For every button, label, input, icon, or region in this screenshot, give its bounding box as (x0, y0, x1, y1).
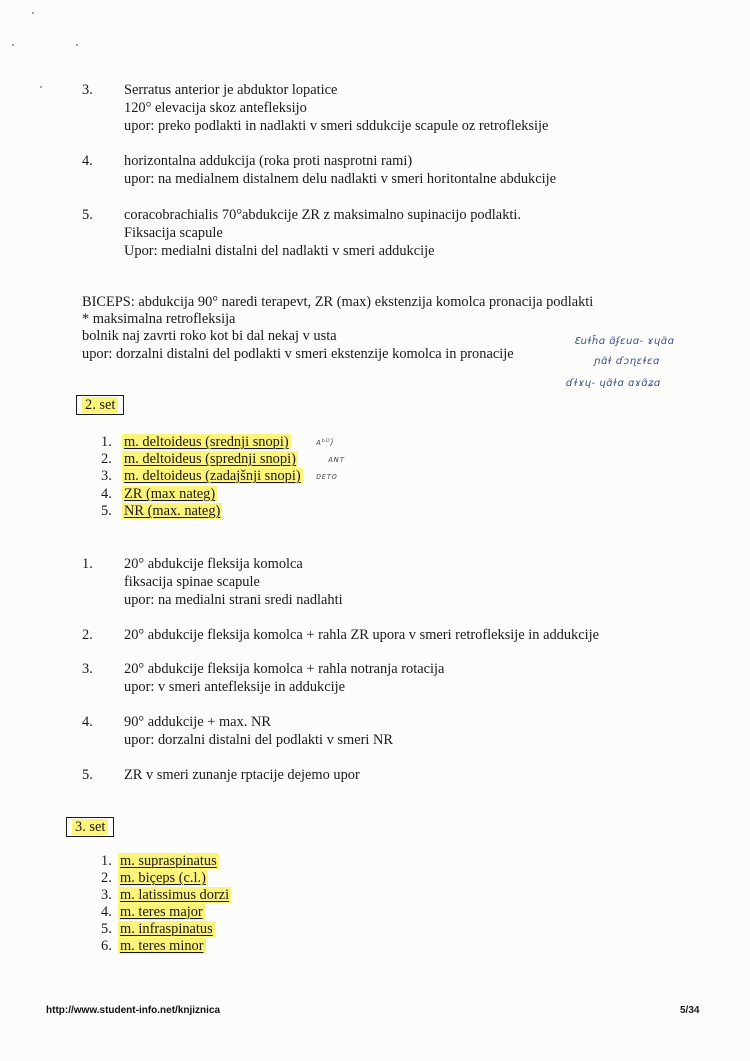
item-line: upor: na medialnem distalnem delu nadlakti v smeri horitontalne abdukcije (124, 171, 557, 187)
list-number: 1. (101, 434, 112, 450)
item-line: 20° abdukcije fleksija komolca (124, 556, 303, 572)
item-line: 90° addukcije + max. NR (124, 714, 271, 730)
list-item: NR (max. nateg) (124, 503, 221, 519)
list-item: m. teres minor (120, 938, 204, 954)
item-number: 2. (82, 627, 93, 643)
list-number: 4. (101, 904, 112, 920)
item-line: Fiksacija scapule (124, 225, 223, 241)
list-number: 2. (101, 870, 112, 886)
handwritten-note: ᴀᵇᴰ) (316, 438, 335, 448)
item-line: upor: dorzalni distalni del podlakti v smeri NR (124, 732, 393, 748)
handwritten-note: ᴀɴᴛ (328, 455, 345, 465)
set3-label-box (66, 817, 114, 837)
item-number: 5. (82, 767, 93, 783)
item-number: 1. (82, 556, 93, 572)
list-item: m. infraspinatus (120, 921, 213, 937)
list-number: 5. (101, 921, 112, 937)
biceps-line: upor: dorzalni distalni del podlakti v smeri ekstenzije komolca in pronacije (82, 346, 514, 362)
footer-link[interactable]: http://www.student-info.net/knjiznica (46, 1005, 221, 1016)
list-item: m. supraspinatus (120, 853, 217, 869)
item-line: 20° abdukcije fleksija komolca + rahla ZR upora v smeri retrofleksije in addukcije (124, 627, 600, 643)
list-number: 5. (101, 503, 112, 519)
handwritten-note: ᴅᴇᴛᴏ (316, 472, 338, 482)
scan-speck (32, 12, 34, 14)
item-number: 4. (82, 153, 93, 169)
set2-label-box (76, 395, 124, 415)
list-number: 2. (101, 451, 112, 467)
handwritten-note: ɲɑ̃ɫ ɗɔɳɛɫɛɑ (594, 356, 660, 367)
item-line: fiksacija spinae scapule (124, 574, 260, 590)
item-line: ZR v smeri zunanje rptacije dejemo upor (124, 767, 360, 783)
list-item: m. biçeps (c.l.) (120, 870, 206, 886)
biceps-line: bolnik naj zavrti roko kot bi dal nekaj v usta (82, 328, 337, 344)
item-line: upor: na medialni strani sredi nadlahti (124, 592, 343, 608)
list-number: 4. (101, 486, 112, 502)
list-item: m. teres major (120, 904, 203, 920)
handwritten-note: ɗɫɤɥ- ɥɑ̃ɫɑ ɑɤɑ̃ʑɑ (566, 378, 661, 389)
scan-speck (40, 86, 42, 88)
set2-label: 2. set (82, 397, 118, 413)
item-line: upor: preko podlakti in nadlakti v smeri sddukcije scapule oz retrofleksije (124, 118, 549, 134)
handwritten-note: Ɛuɫh̃ɑ ɑ̃ʄɛuɑ- ɤɥɑ̃ɑ (574, 336, 675, 347)
list-number: 3. (101, 468, 112, 484)
set3-label: 3. set (72, 819, 108, 835)
item-number: 3. (82, 82, 93, 98)
list-number: 1. (101, 853, 112, 869)
item-line: 20° abdukcije fleksija komolca + rahla notranja rotacija (124, 661, 445, 677)
biceps-line: BICEPS: abdukcija 90° naredi terapevt, ZR (max) ekstenzija komolca pronacija podlakti (82, 294, 594, 310)
scan-speck (12, 44, 14, 46)
item-number: 5. (82, 207, 93, 223)
page-number: 5/34 (680, 1005, 700, 1016)
list-item: ZR (max nateg) (124, 486, 216, 502)
item-line: Serratus anterior je abduktor lopatice (124, 82, 338, 98)
list-item: m. latissimus dorzi (120, 887, 230, 903)
list-item: m. deltoideus (sprednji snopi) (124, 451, 296, 467)
item-line: horizontalna addukcija (roka proti nasprotni rami) (124, 153, 413, 169)
biceps-line: * maksimalna retrofleksija (82, 311, 236, 327)
list-number: 6. (101, 938, 112, 954)
scan-speck (76, 44, 78, 46)
item-line: 120° elevacija skoz antefleksijo (124, 100, 307, 116)
list-item: m. deltoideus (srednji snopi) (124, 434, 289, 450)
item-line: Upor: medialni distalni del nadlakti v smeri addukcije (124, 243, 435, 259)
list-number: 3. (101, 887, 112, 903)
item-number: 3. (82, 661, 93, 677)
list-item: m. deltoideus (zadajšnji snopi) (124, 468, 301, 484)
item-line: upor: v smeri antefleksije in addukcije (124, 679, 345, 695)
item-line: coracobrachialis 70°abdukcije ZR z maksimalno supinacijo podlakti. (124, 207, 521, 223)
item-number: 4. (82, 714, 93, 730)
